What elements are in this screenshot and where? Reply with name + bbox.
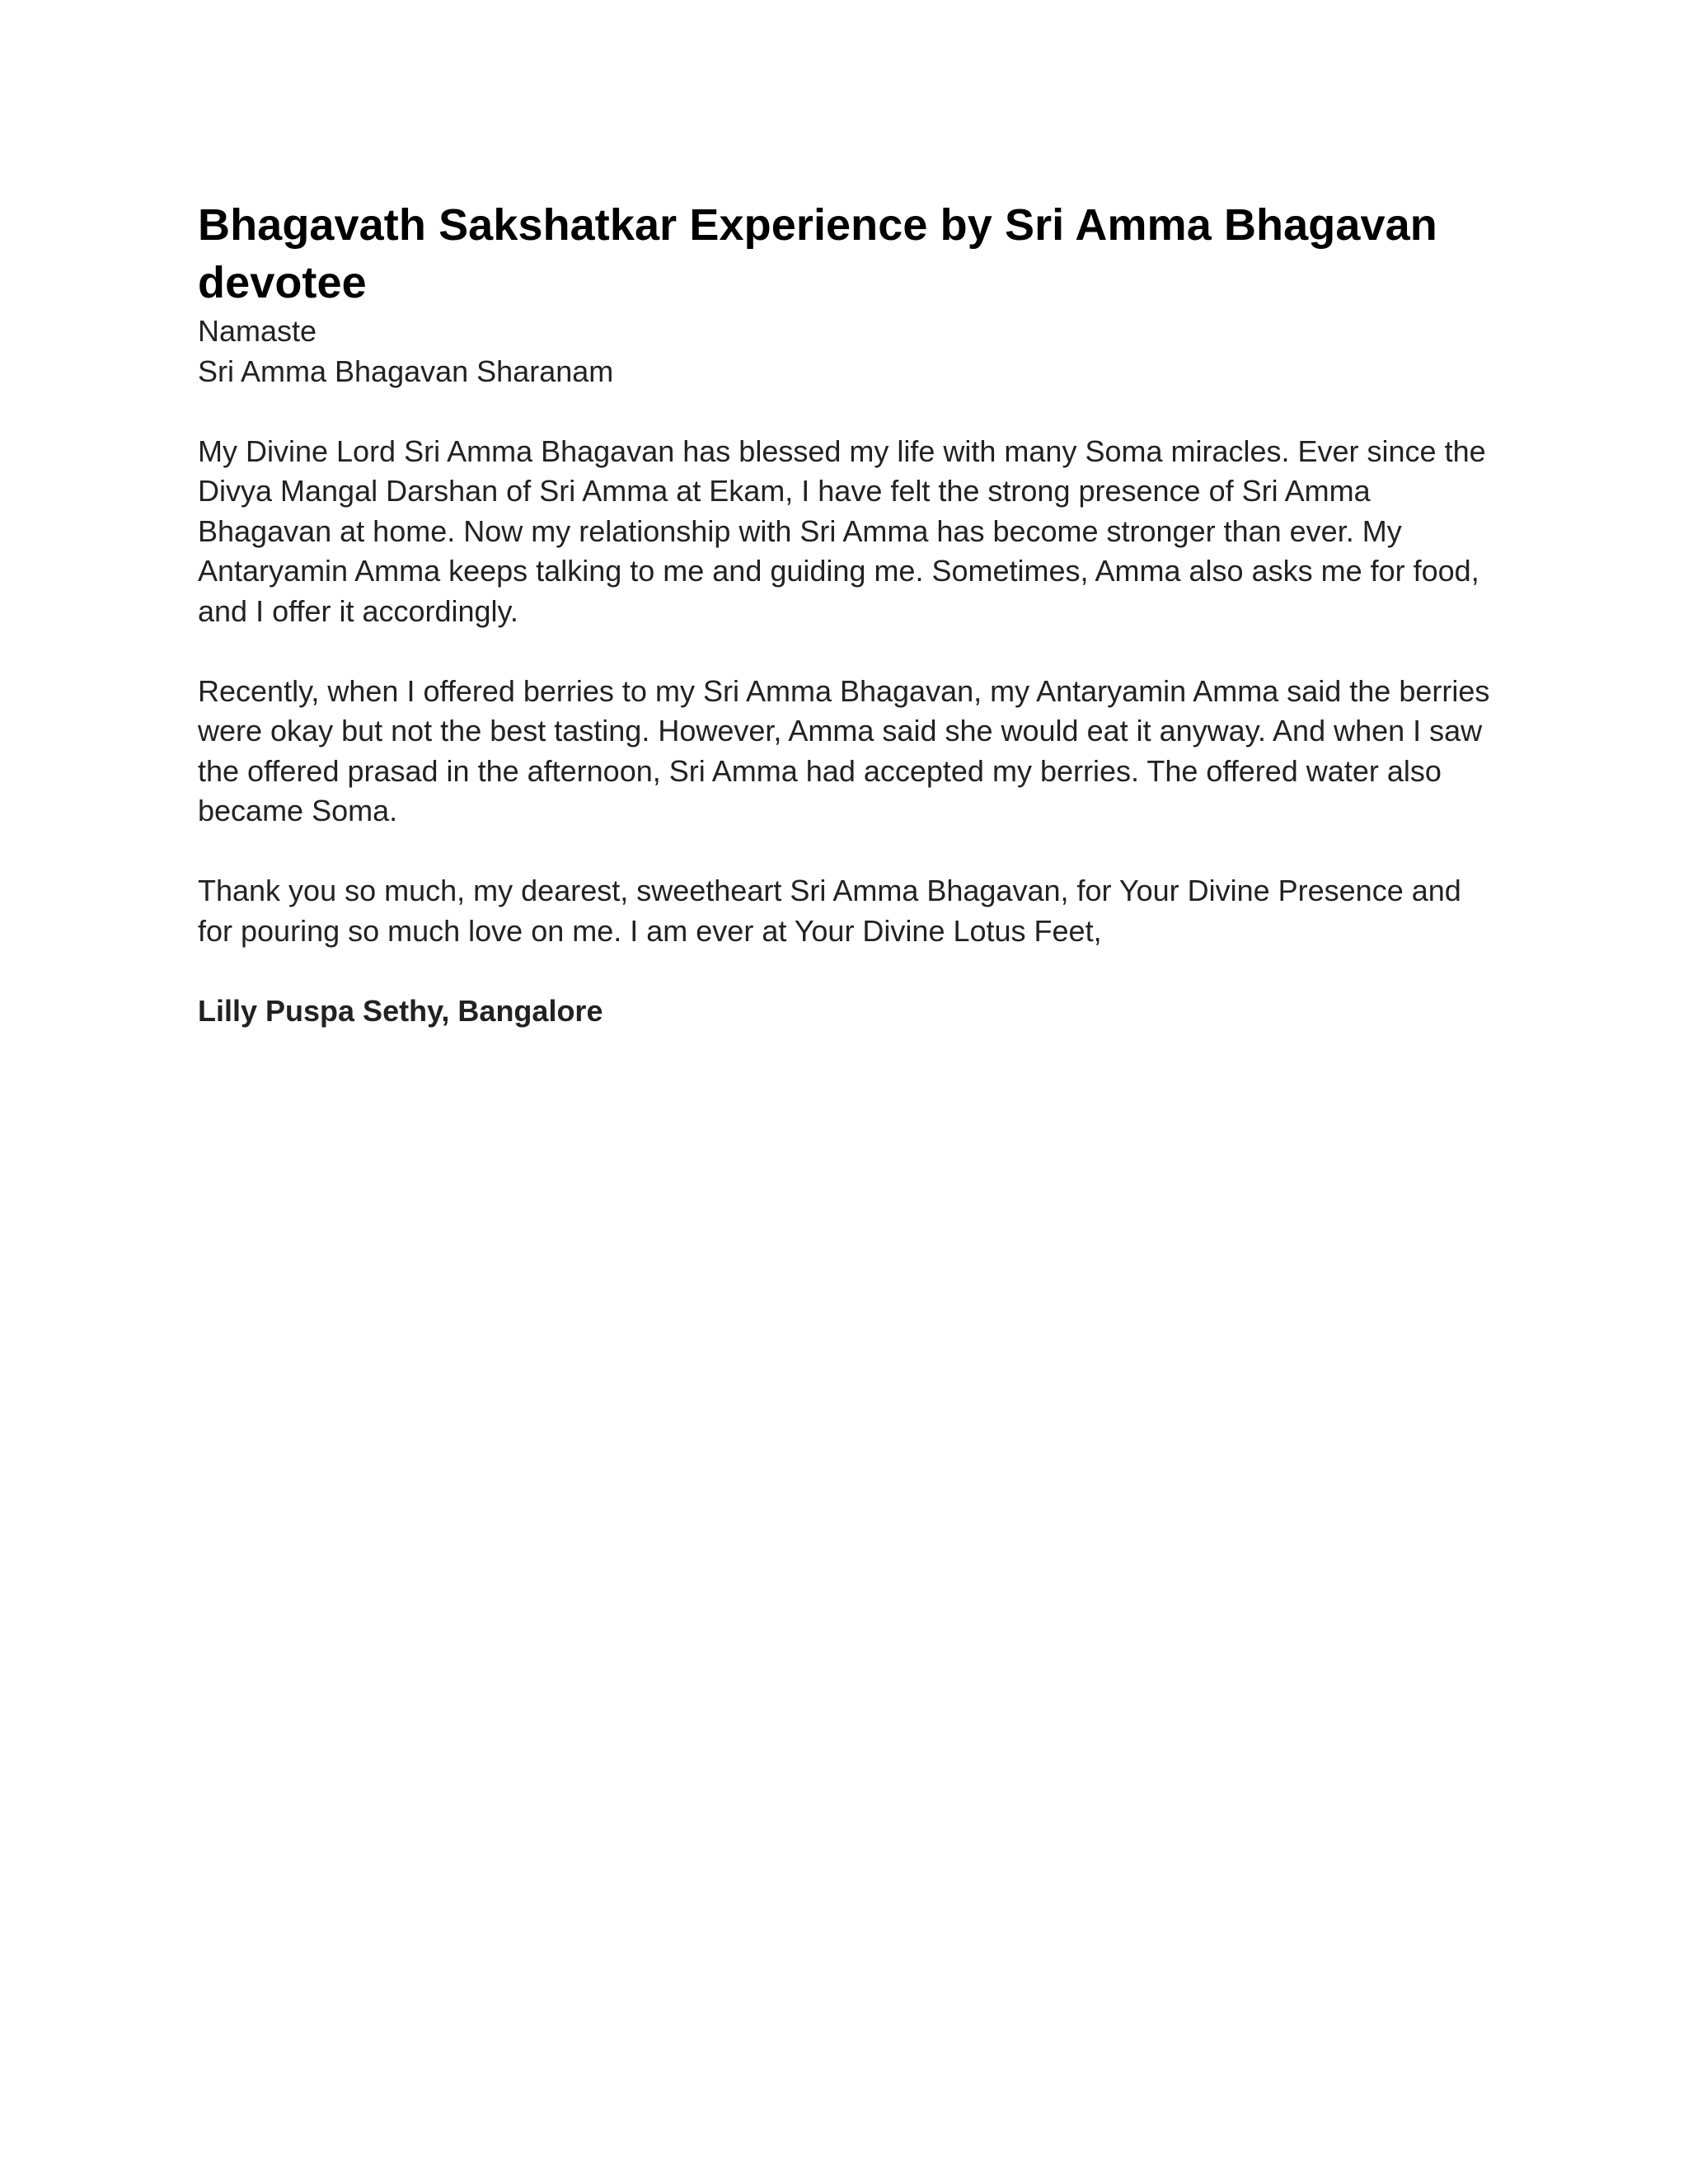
spacer	[198, 832, 1492, 872]
spacer	[198, 951, 1492, 991]
salutation-line: Sri Amma Bhagavan Sharanam	[198, 354, 614, 388]
paragraph-1: My Divine Lord Sri Amma Bhagavan has blessed my life with many Soma miracles. Ever since the Divya Mangal Darshan of Sri Amma at Ekam, I have felt the strong presence of Sri Amma Bhagavan at home. Now my relationship with Sri Amma has become stronger than ever. My Antaryamin Amma keeps talking to me and guiding me. Sometimes, Amma also asks me for food, and I offer it accordingly.	[198, 434, 1486, 628]
author-signature: Lilly Puspa Sethy, Bangalore	[198, 993, 603, 1028]
document-body	[198, 196, 1492, 1031]
spacer	[198, 631, 1492, 672]
greeting-line: Namaste	[198, 314, 317, 348]
spacer	[198, 391, 1492, 432]
paragraph-3: Thank you so much, my dearest, sweetheart Sri Amma Bhagavan, for Your Divine Presence and for pouring so much love on me. I am ever at Your Divine Lotus Feet,	[198, 874, 1461, 948]
paragraph-2: Recently, when I offered berries to my Sri Amma Bhagavan, my Antaryamin Amma said the berries were okay but not the best tasting. However, Amma said she would eat it anyway. And when I saw the offered prasad in the afternoon, Sri Amma had accepted my berries. The offered water also became Soma.	[198, 673, 1490, 827]
page-title: Bhagavath Sakshatkar Experience by Sri Amma Bhagavan devotee	[198, 200, 1437, 307]
